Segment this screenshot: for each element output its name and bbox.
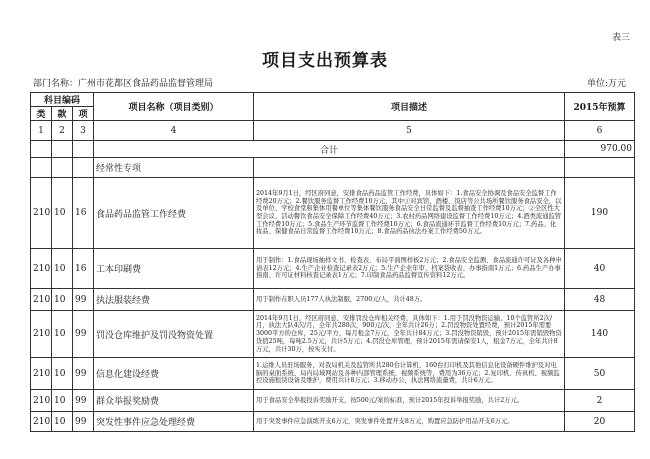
- cell-amount: 140: [565, 311, 635, 358]
- cell-project-desc: 用于突发事件应急演练开支6万元，突发事件处置开支8万元，购置应急防护用品开支6万元。: [254, 412, 565, 432]
- index-cell: 1: [31, 121, 52, 141]
- department-name: 部门名称：广州市花都区食品药品监督管理局: [33, 79, 214, 89]
- cell-amount: 2: [565, 390, 635, 412]
- header-code-group: 科目编码: [31, 93, 94, 107]
- total-label: 合计: [94, 141, 565, 158]
- total-amount: 970.00: [565, 141, 635, 158]
- header-xiang: 项: [73, 107, 94, 121]
- cell-lei: 210: [31, 311, 52, 358]
- cell-amount: 40: [565, 249, 635, 289]
- cell-project-desc: 用于制作：1.食品现场抽样文书、检查表、布局平面图样板2万元；2.食品安全监测、食品流通许可证及各种申请表12万元；4.生产企业检查记录表2万元；5.生产企业年审、档案袋收表、办事指南1万元；6.药品生产办事指南、许可证材料核查记录表1万元；7.印制食品药品监督宣传资料12万元。: [254, 249, 565, 289]
- header-project-name: 项目名称（项目类别）: [94, 93, 254, 121]
- cell-project-name: 执法服装经费: [94, 289, 254, 311]
- cell-xiang: 16: [73, 178, 94, 249]
- cell-kuan: 10: [52, 412, 73, 432]
- cell-xiang: 99: [73, 390, 94, 412]
- table-row: [31, 178, 635, 249]
- cell-project-name: 信息化建设经费: [94, 358, 254, 390]
- cell-kuan: 10: [52, 249, 73, 289]
- table-row: [31, 249, 635, 289]
- cell-amount: 48: [565, 289, 635, 311]
- cell-xiang: 99: [73, 358, 94, 390]
- unit-label: 单位:万元: [586, 79, 626, 89]
- cell-lei: 210: [31, 412, 52, 432]
- budget-table: [30, 92, 635, 432]
- cell-lei: 210: [31, 358, 52, 390]
- header-budget: 2015年预算: [565, 93, 635, 121]
- header-row-1: [31, 93, 635, 107]
- table-row: [31, 289, 635, 311]
- cell-project-desc: 用于食品安全举报投诉奖励开支，按500元/案的标准，预计2015年投诉举报奖励，共计2万元。: [254, 390, 565, 412]
- cell-kuan: 10: [52, 390, 73, 412]
- table-number: 表三: [611, 33, 630, 43]
- cell-project-desc: 2014年9月1日，经区府同意，安排罚没仓库相关经费，具体如下：1.用于罚没物资运输，10个监管所2次/月，执法大队4次/月，全年共288次，900元/次，全年共计26万；2.罚没物资处置经费，预计2015年需要3000平方的仓库，25元/平方，每月租金7万元，全年共计84万元；3.罚没物资销毁，预计2015年需销毁物资货值25吨，每吨2.5万元，共计5万元；4.罚没仓库管理，预计2015年需请保安1人，租金7万元，全年共计8万元，共计30万，按实支付。: [254, 311, 565, 358]
- page-title: 项目支出预算表: [262, 51, 388, 71]
- index-cell: 4: [94, 121, 254, 141]
- index-cell: 6: [565, 121, 635, 141]
- index-cell: 2: [52, 121, 73, 141]
- cell-amount: 20: [565, 412, 635, 432]
- cell-xiang: 99: [73, 412, 94, 432]
- table-row: [31, 390, 635, 412]
- cell-kuan: 10: [52, 311, 73, 358]
- cell-amount: 190: [565, 178, 635, 249]
- cell-project-name: 食品药品监管工作经费: [94, 178, 254, 249]
- header-kuan: 款: [52, 107, 73, 121]
- cell-xiang: 99: [73, 289, 94, 311]
- cell-kuan: 10: [52, 289, 73, 311]
- header-lei: 类: [31, 107, 52, 121]
- cell-project-name: 突发性事件应急处理经费: [94, 412, 254, 432]
- cell-amount: 50: [565, 358, 635, 390]
- cell-lei: 210: [31, 249, 52, 289]
- cell-lei: 210: [31, 178, 52, 249]
- category-label: 经常性专项: [94, 158, 254, 178]
- total-row: [31, 141, 635, 158]
- cell-project-desc: 1.运维人员驻场服务，对我局机关及监管所共280台计算机、160台打印机及其他信息化设备硬件维护及对电脑的桌面系统、局内局域网站及各种内部管理系统、视频系统等，费用为36万元；2.复印机、传真机、视频监控设施租赁设备及维护，费用共计8万元；3.移动办公，执法网络流量费，共计6万元。: [254, 358, 565, 390]
- header-project-desc: 项目描述: [254, 93, 565, 121]
- index-cell: 5: [254, 121, 565, 141]
- table-row: [31, 311, 635, 358]
- cell-xiang: 99: [73, 311, 94, 358]
- table-row: [31, 358, 635, 390]
- category-row: [31, 158, 635, 178]
- index-cell: 3: [73, 121, 94, 141]
- cell-project-name: 群众举报奖励费: [94, 390, 254, 412]
- cell-project-desc: 用于制作在职人员177人执法制服，2700元/人，共计48万。: [254, 289, 565, 311]
- cell-kuan: 10: [52, 358, 73, 390]
- cell-kuan: 10: [52, 178, 73, 249]
- table-row: [31, 412, 635, 432]
- cell-project-desc: 2014年9月1日，经区府同意，安排食品药品监管工作经费，具体如下：1.食品安全协调及食品安全监督工作经费20万元；2.餐饮服务监督工作经费10万元，其中①对宾馆、酒楼、饭店等公共场所餐饮服务食品安全，以及单位、学校食堂和集体用餐单位等集体餐饮服务食品安全日常监督及监督抽查工作经费10万元；②全区性大型会议、活动餐饮食品安全保障工作经费40万元；3.农村药品网络建设监督工作经费10万元；4.酒类流通监管工作经费10万元；5.食品生产环节监督工作经费10万元；6.食品流通环节监督工作经费10万元；7.药品、化妆品、保健食品日常监督工作经费10万元；8.食品药品执法办案工作经费50万元。: [254, 178, 565, 249]
- index-row: [31, 121, 635, 141]
- cell-xiang: 16: [73, 249, 94, 289]
- cell-lei: 210: [31, 390, 52, 412]
- cell-lei: 210: [31, 289, 52, 311]
- cell-project-name: 工本印刷费: [94, 249, 254, 289]
- cell-project-name: 罚没仓库维护及罚没物资处置: [94, 311, 254, 358]
